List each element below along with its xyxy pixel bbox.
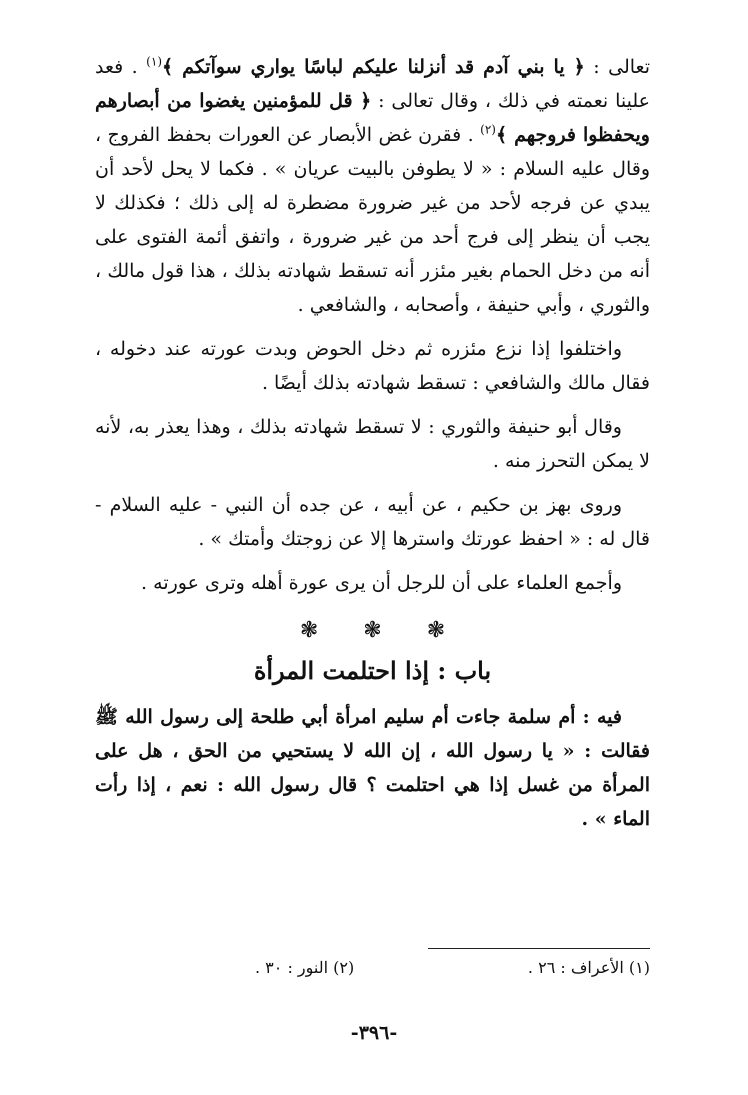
footnote-divider bbox=[428, 948, 650, 949]
page-number: -٣٩٦- bbox=[350, 1022, 398, 1044]
paragraph-1-rest: . فقرن غض الأبصار عن العورات بحفظ الفروج ، وقال عليه السلام : « لا يطوفن بالبيت عريان » . فكما لا يحل لأحد أن يبدي عن فرجه لأحد من غير ضرورة مضطرة له إلى ذلك ؛ فكذلك لا يجب أن ينظر إلى فرج أحد من غير ضرورة ، واتفق أئمة الفتوى على أنه من دخل الحمام بغير مئزر أنه تسقط شهادته بذلك ، هذا قول مالك ، والثوري ، وأبي حنيفة ، وأصحابه ، والشافعي . bbox=[95, 124, 650, 316]
footnote-ref-1: (١) bbox=[146, 54, 162, 69]
footnote-1: (١) الأعراف : ٢٦ . bbox=[527, 958, 650, 977]
page-body bbox=[95, 50, 650, 846]
paragraph-1-middle: . فعد علينا نعمته في ذلك ، وقال تعالى : bbox=[95, 56, 650, 112]
paragraph-1-intro: تعالى : bbox=[584, 56, 650, 78]
section-separator: ❃ ❃ ❃ bbox=[299, 618, 446, 643]
footnotes bbox=[255, 958, 650, 977]
footnote-2: (٢) النور : ٣٠ . bbox=[255, 958, 355, 977]
quran-verse-1: ﴿ يا بني آدم قد أنزلنا عليكم لباسًا يواري سوآتكم ﴾ bbox=[162, 56, 585, 78]
footnote-ref-2: (٢) bbox=[480, 122, 496, 137]
quran-verse-2: ﴿ قل للمؤمنين يغضوا من أبصارهم ويحفظوا فروجهم ﴾ bbox=[95, 90, 650, 146]
chapter-text: فيه : أم سلمة جاءت أم سليم امرأة أبي طلحة إلى رسول الله ﷺ فقالت : « يا رسول الله ، إن الله لا يستحيي من الحق ، هل على المرأة من غسل إذا هي احتلمت ؟ قال رسول الله : نعم ، إذا رأت الماء » . bbox=[95, 706, 650, 830]
paragraph-4: وروى بهز بن حكيم ، عن أبيه ، عن جده أن النبي - عليه السلام - قال له : « احفظ عورتك واسترها إلا عن زوجتك وأمتك » . bbox=[95, 494, 650, 550]
paragraph-5: وأجمع العلماء على أن للرجل أن يرى عورة أهله وترى عورته . bbox=[141, 572, 622, 594]
chapter-heading: باب : إذا احتلمت المرأة bbox=[253, 656, 492, 685]
paragraph-1 bbox=[95, 50, 650, 322]
paragraph-2: واختلفوا إذا نزع مئزره ثم دخل الحوض وبدت عورته عند دخوله ، فقال مالك والشافعي : تسقط شهادته بذلك أيضًا . bbox=[95, 338, 650, 394]
paragraph-3: وقال أبو حنيفة والثوري : لا تسقط شهادته بذلك ، وهذا يعذر به، لأنه لا يمكن التحرز منه . bbox=[95, 416, 650, 472]
